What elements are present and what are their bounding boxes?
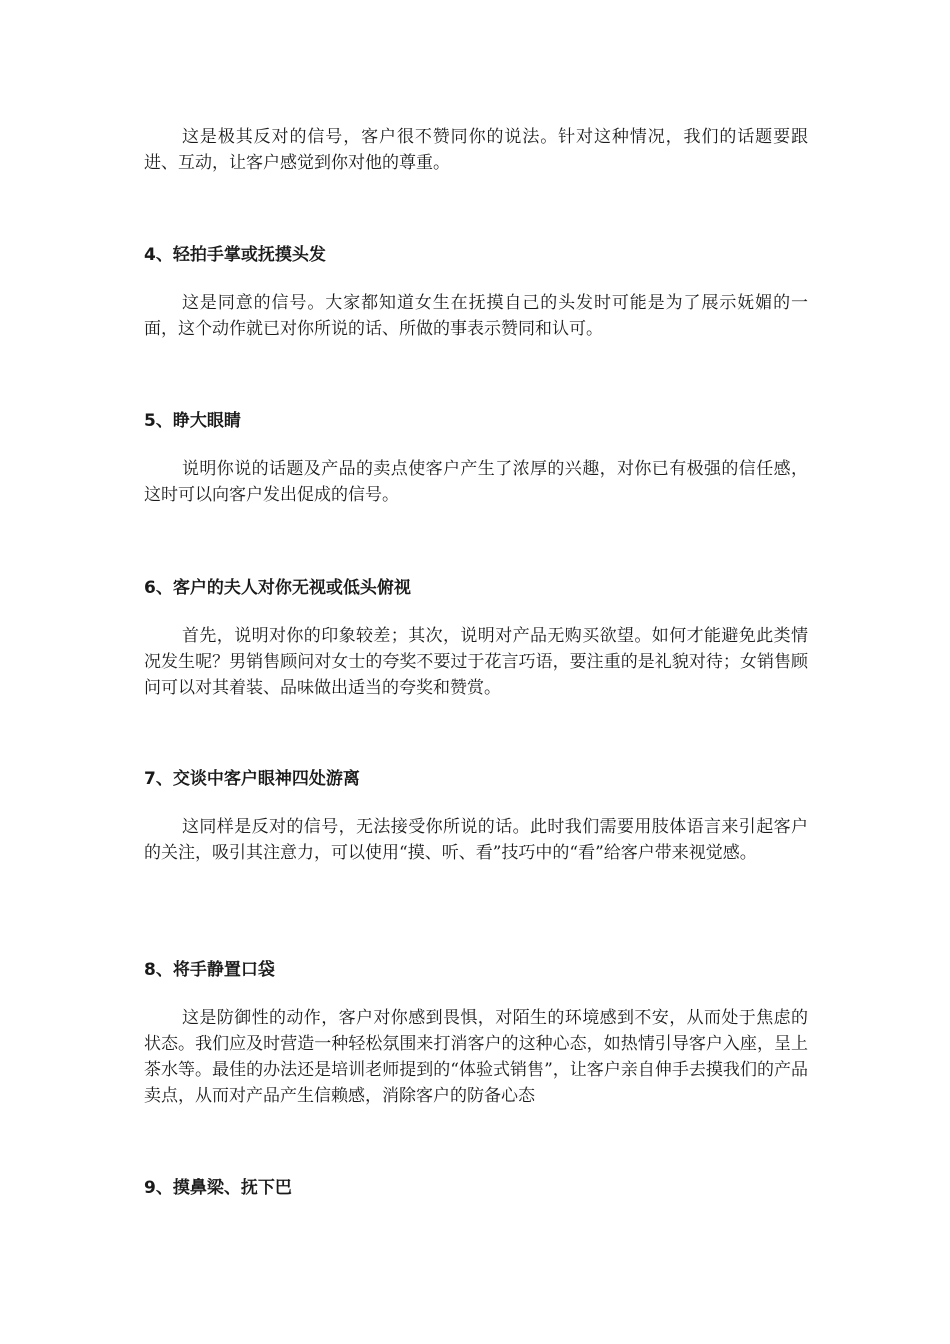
paragraph-6: 首先，说明对你的印象较差；其次，说明对产品无购买欲望。如何才能避免此类情况发生呢？男销售顾问对女士的夸奖不要过于花言巧语，要注重的是礼貌对待；女销售顾问可以对其着装、品味做出适当的夸奖和赞赏。 bbox=[144, 626, 808, 698]
paragraph-intro: 这是极其反对的信号，客户很不赞同你的说法。针对这种情况，我们的话题要跟进、互动，让客户感觉到你对他的尊重。 bbox=[144, 127, 808, 173]
heading-5: 5、睁大眼睛 bbox=[144, 411, 241, 431]
paragraph-7: 这同样是反对的信号，无法接受你所说的话。此时我们需要用肢体语言来引起客户的关注，吸引其注意力，可以使用“摸、听、看”技巧中的“看”给客户带来视觉感。 bbox=[144, 817, 808, 863]
paragraph-8: 这是防御性的动作，客户对你感到畏惧，对陌生的环境感到不安，从而处于焦虑的状态。我们应及时营造一种轻松氛围来打消客户的这种心态，如热情引导客户入座，呈上茶水等。最佳的办法还是培训老师提到的“体验式销售”，让客户亲自伸手去摸我们的产品卖点，从而对产品产生信赖感，消除客户的防备心态 bbox=[144, 1008, 808, 1106]
paragraph-4: 这是同意的信号。大家都知道女生在抚摸自己的头发时可能是为了展示妩媚的一面，这个动作就已对你所说的话、所做的事表示赞同和认可。 bbox=[144, 293, 808, 339]
heading-9: 9、摸鼻梁、抚下巴 bbox=[144, 1178, 292, 1198]
heading-4: 4、轻拍手掌或抚摸头发 bbox=[144, 245, 326, 265]
paragraph-5: 说明你说的话题及产品的卖点使客户产生了浓厚的兴趣，对你已有极强的信任感，这时可以向客户发出促成的信号。 bbox=[144, 459, 808, 505]
heading-7: 7、交谈中客户眼神四处游离 bbox=[144, 769, 360, 789]
heading-8: 8、将手静置口袋 bbox=[144, 960, 275, 980]
heading-6: 6、客户的夫人对你无视或低头俯视 bbox=[144, 578, 411, 598]
